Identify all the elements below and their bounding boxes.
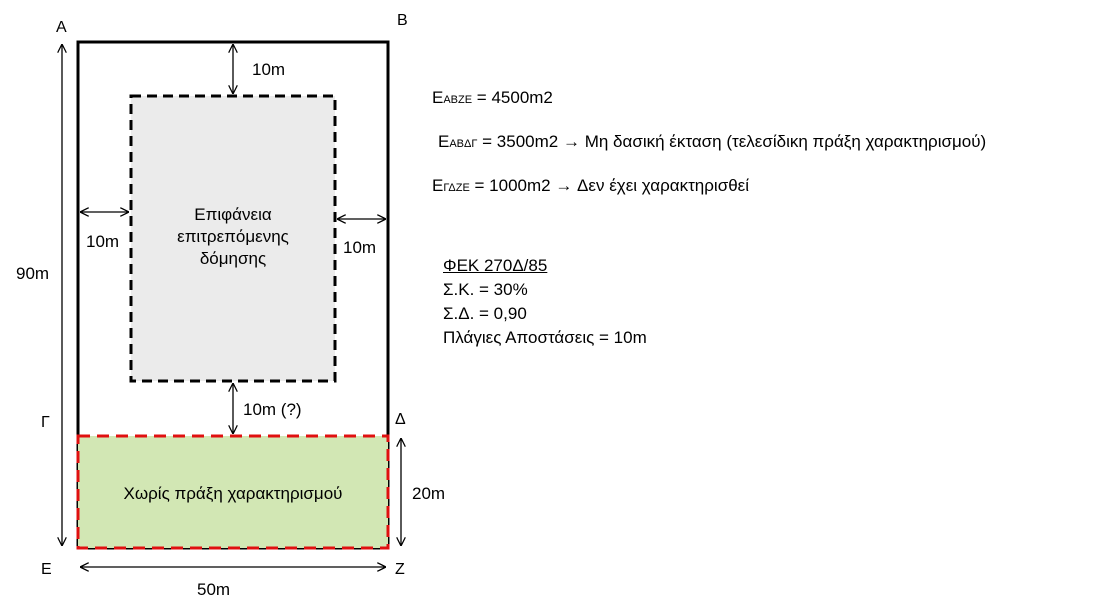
- bottom-setback-label: 10m (?): [243, 400, 302, 419]
- right-setback-label: 10m: [343, 238, 377, 257]
- regulation-title: ΦΕΚ 270Δ/85: [443, 256, 548, 275]
- height-strip-label: 20m: [412, 484, 446, 503]
- corner-b-label: Β: [397, 12, 408, 29]
- buildable-area-line-2: επιτρεπόμενης: [177, 227, 289, 246]
- corner-g-label: Γ: [41, 414, 50, 431]
- equation-strip-area: EΓΔΖΕ = 1000m2 → Δεν έχει χαρακτηρισθεί: [432, 176, 750, 195]
- right-arrow-icon: →: [555, 176, 573, 195]
- regulation-coverage: Σ.Κ. = 30%: [443, 280, 528, 299]
- equation-total-area: EΑΒΖΕ = 4500m2: [432, 88, 553, 107]
- corner-a-label: Α: [56, 19, 67, 36]
- equation-subscript: ΓΔΖΕ: [443, 182, 470, 194]
- right-arrow-icon: →: [562, 132, 580, 151]
- corner-e-label: Ε: [41, 561, 52, 578]
- unclassified-strip-label: Χωρίς πράξη χαρακτηρισμού: [123, 484, 343, 503]
- width-label: 50m: [197, 580, 231, 599]
- height-total-label: 90m: [16, 264, 50, 283]
- corner-d-label: Δ: [395, 411, 406, 428]
- regulation-block: [443, 254, 647, 350]
- equation-subscript: ΑΒΔΓ: [449, 138, 478, 150]
- buildable-area-label: [131, 204, 335, 270]
- left-setback-label: 10m: [86, 232, 120, 251]
- equation-subscript: ΑΒΖΕ: [443, 94, 473, 106]
- buildable-area-line-3: δόμησης: [199, 249, 267, 268]
- corner-z-label: Ζ: [395, 561, 405, 578]
- top-setback-label: 10m: [252, 60, 286, 79]
- buildable-area-line-1: Επιφάνεια: [194, 205, 272, 224]
- regulation-side-distances: Πλάγιες Αποστάσεις = 10m: [443, 328, 647, 347]
- equation-forest-area: EΑΒΔΓ = 3500m2 → Μη δασική έκταση (τελεσίδικη πράξη χαρακτηρισμού): [438, 132, 987, 151]
- regulation-building-factor: Σ.Δ. = 0,90: [443, 304, 527, 323]
